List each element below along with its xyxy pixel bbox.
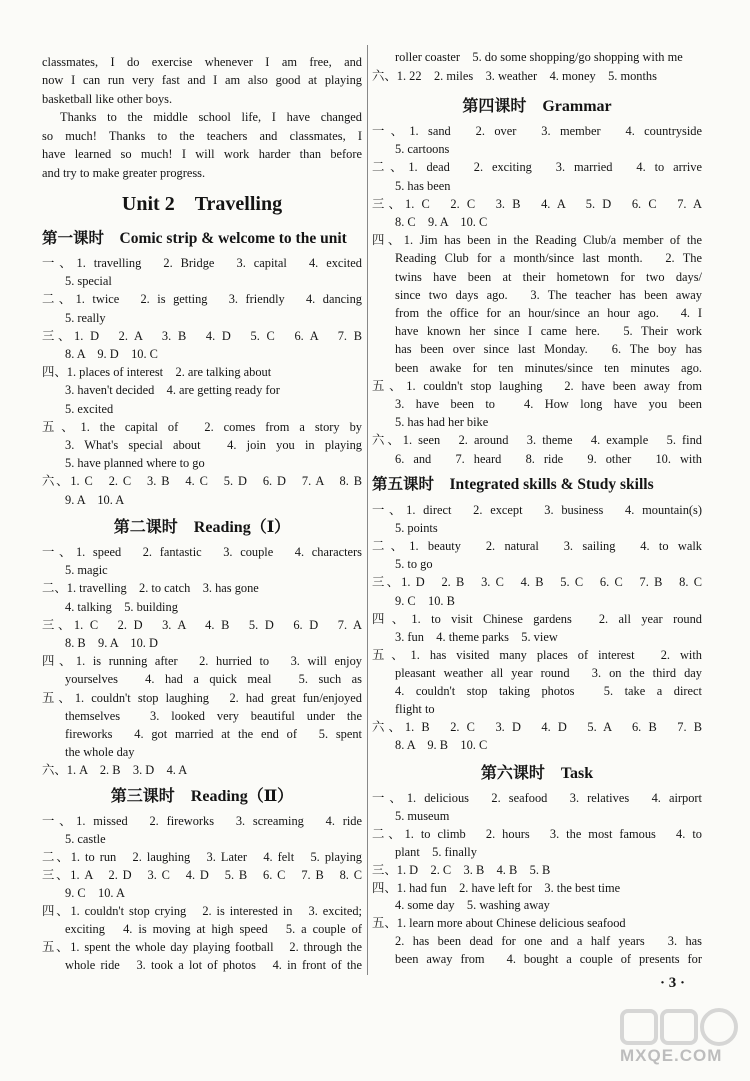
answer-line: 一、1. direct 2. except 3. business 4. mountain(s) [372, 503, 702, 517]
answer-line: 5. has had her bike [395, 415, 489, 430]
column-divider [367, 45, 368, 975]
intro-line: basketball like other boys. [42, 92, 173, 106]
answer-line: since two days ago. 3. The teacher has been away [395, 287, 702, 302]
answer-line: 四、1. to visit Chinese gardens 2. all year round [372, 611, 702, 626]
answer-line: themselves 3. looked very beautiful under the [65, 708, 362, 723]
lesson-title: 第四课时 Grammar [462, 98, 612, 115]
answer-line: 一、1. sand 2. over 3. member 4. countryside [372, 124, 702, 138]
intro-line: so much! Thanks to the teachers and classmates, I [42, 129, 362, 143]
answer-line: 六、1. A 2. B 3. D 4. A [42, 763, 188, 778]
answer-line: 5. really [65, 310, 106, 325]
answer-line: 六、1. 22 2. miles 3. weather 4. money 5. months [372, 69, 657, 83]
answer-line: 8. C 9. A 10. C [395, 215, 488, 229]
answer-line: been away from 4. bought a couple of presents for [395, 952, 702, 967]
answer-line: 三、1. C 2. D 3. A 4. B 5. D 6. D 7. A [42, 617, 362, 632]
answer-line: 三、1. D 2. A 3. B 4. D 5. C 6. A 7. B [42, 328, 362, 343]
answer-line: 一、1. delicious 2. seafood 3. relatives 4. airport [372, 791, 702, 805]
intro-line: Thanks to the middle school life, I have changed [60, 110, 362, 124]
answer-line: 四、1. is running after 2. hurried to 3. will enjoy [42, 654, 362, 669]
answer-line: 一、1. travelling 2. Bridge 3. capital 4. excited [42, 256, 362, 270]
answer-line: 8. A 9. D 10. C [65, 347, 158, 361]
answer-line: 3. haven't decided 4. are getting ready for [65, 383, 280, 398]
answer-line: 4. talking 5. building [65, 599, 178, 614]
answer-line: yourselves 4. had a quick meal 5. such as [65, 672, 362, 687]
answer-line: 3. What's special about 4. join you in playing [65, 438, 362, 452]
page-number: · 3 · [660, 975, 686, 991]
answer-line: pleasant weather all year round 3. on the third day [395, 665, 702, 680]
answer-line: 四、1. places of interest 2. are talking about [42, 365, 272, 380]
lesson-title: 第五课时 Integrated skills & Study skills [372, 476, 654, 493]
watermark-url: MXQE.COM [620, 1046, 723, 1065]
answer-line: 二、1. to run 2. laughing 3. Later 4. felt 5. playing [42, 850, 362, 864]
answer-line: 9. A 10. A [65, 492, 125, 507]
answer-line: 8. B 9. A 10. D [65, 636, 158, 650]
answer-line: Reading Club for a month/since last month. 2. The [395, 251, 702, 266]
answer-line: 三、1. A 2. D 3. C 4. D 5. B 6. C 7. B 8. C [42, 868, 362, 882]
answer-line: been awake for ten minutes/since ten minutes ago. [395, 360, 702, 375]
answer-line: 5. magic [65, 563, 108, 578]
answer-line: 3. fun 4. theme parks 5. view [395, 629, 558, 644]
answer-line: 六、1. C 2. C 3. B 4. C 5. D 6. D 7. A 8. B [42, 474, 362, 489]
answer-line: 二、1. beauty 2. natural 3. sailing 4. to walk [372, 539, 702, 554]
answer-line: 二、1. to climb 2. hours 3. the most famous 4. to [372, 826, 702, 841]
answer-line: flight to [395, 702, 435, 717]
answer-line: twins have been at their hometown for two days/ [395, 269, 702, 284]
lesson-title: 第六课时 Task [480, 765, 594, 782]
unit-title: Unit 2 Travelling [121, 193, 283, 215]
answer-line: 二、1. dead 2. exciting 3. married 4. to arrive [372, 160, 702, 175]
answer-line: have known her since I came here. 5. Their work [395, 324, 702, 339]
answer-line: 5. to go [395, 557, 433, 572]
intro-line: have learned so much! I will work harder than before [42, 147, 362, 161]
answer-line: 五、1. spent the whole day playing football 2. through the [42, 940, 362, 954]
answer-line: 5. has been [395, 178, 451, 193]
intro-line: and try to make greater progress. [42, 166, 206, 180]
answer-line: 二、1. travelling 2. to catch 3. has gone [42, 581, 259, 596]
answer-line: 5. museum [395, 808, 450, 823]
answer-line: 5. special [65, 274, 112, 289]
answer-line: plant 5. finally [395, 844, 477, 859]
answer-line: 四、1. had fun 2. have left for 3. the best time [372, 880, 621, 895]
answer-line: whole ride 3. took a lot of photos 4. in front of the [65, 958, 362, 972]
answer-line: 四、1. Jim has been in the Reading Club/a member of the [372, 233, 702, 248]
answer-line: 6. and 7. heard 8. ride 9. other 10. with [395, 451, 702, 466]
answer-line: 5. points [395, 521, 438, 536]
answer-line: 3. have been to 4. How long have you been [395, 397, 702, 411]
answer-line: 5. excited [65, 401, 114, 416]
answer-line: 一、1. missed 2. fireworks 3. screaming 4. ride [42, 814, 362, 828]
answer-line: 五、1. couldn't stop laughing 2. had great fun/enjoyed [42, 690, 362, 705]
answer-line: 六、1. seen 2. around 3. theme 4. example 5. find [372, 433, 702, 448]
answer-line: 4. couldn't stop taking photos 5. take a direct [395, 684, 702, 698]
lesson-title: 第三课时 Reading（Ⅱ） [110, 788, 294, 805]
answer-line: 四、1. couldn't stop crying 2. is interested in 3. excited; [42, 904, 362, 918]
answer-line: roller coaster 5. do some shopping/go shopping with me [395, 50, 683, 64]
answer-line: 五、1. has visited many places of interest 2. with [372, 647, 702, 662]
answer-line: 9. C 10. A [65, 886, 125, 900]
answer-line: has been over since last Monday. 6. The boy has [395, 342, 702, 357]
answer-line: exciting 4. is moving at high speed 5. a couple of [65, 922, 362, 936]
answer-line: 五、1. couldn't stop laughing 2. have been away from [372, 378, 702, 393]
answer-line: 三、1. D 2. C 3. B 4. B 5. B [372, 862, 551, 877]
lesson-title: 第二课时 Reading（Ⅰ） [113, 519, 291, 536]
answer-line: 5. have planned where to go [65, 456, 205, 471]
answer-line: from the office for an hour/since an hour ago. 4. I [395, 306, 702, 320]
answer-line: fireworks 4. got married at the end of 5. spent [65, 727, 362, 741]
answer-line: 2. has been dead for one and a half years 3. has [395, 934, 702, 949]
answer-line: 二、1. twice 2. is getting 3. friendly 4. dancing [42, 292, 362, 307]
answer-line: 5. cartoons [395, 142, 450, 157]
answer-line: 五、1. learn more about Chinese delicious seafood [372, 916, 626, 931]
answer-line: 一、1. speed 2. fantastic 3. couple 4. characters [42, 545, 362, 559]
answer-line: 三、1. C 2. C 3. B 4. A 5. D 6. C 7. A [372, 196, 702, 211]
answer-line: 五、1. the capital of 2. comes from a story by [42, 419, 362, 434]
intro-line: now I can run very fast and I am also good at playing [42, 73, 362, 87]
answer-line: 三、1. D 2. B 3. C 4. B 5. C 6. C 7. B 8. C [372, 575, 702, 590]
answer-line: the whole day [65, 745, 135, 760]
lesson-title: 第一课时 Comic strip & welcome to the unit [42, 230, 347, 247]
answer-line: 5. castle [65, 832, 106, 846]
answer-line: 8. A 9. B 10. C [395, 738, 488, 753]
answer-line: 9. C 10. B [395, 593, 455, 608]
answer-line: 4. some day 5. washing away [395, 898, 550, 913]
answer-line: 六、1. B 2. C 3. D 4. D 5. A 6. B 7. B [372, 720, 702, 735]
intro-line: classmates, I do exercise whenever I am free, and [42, 55, 362, 69]
